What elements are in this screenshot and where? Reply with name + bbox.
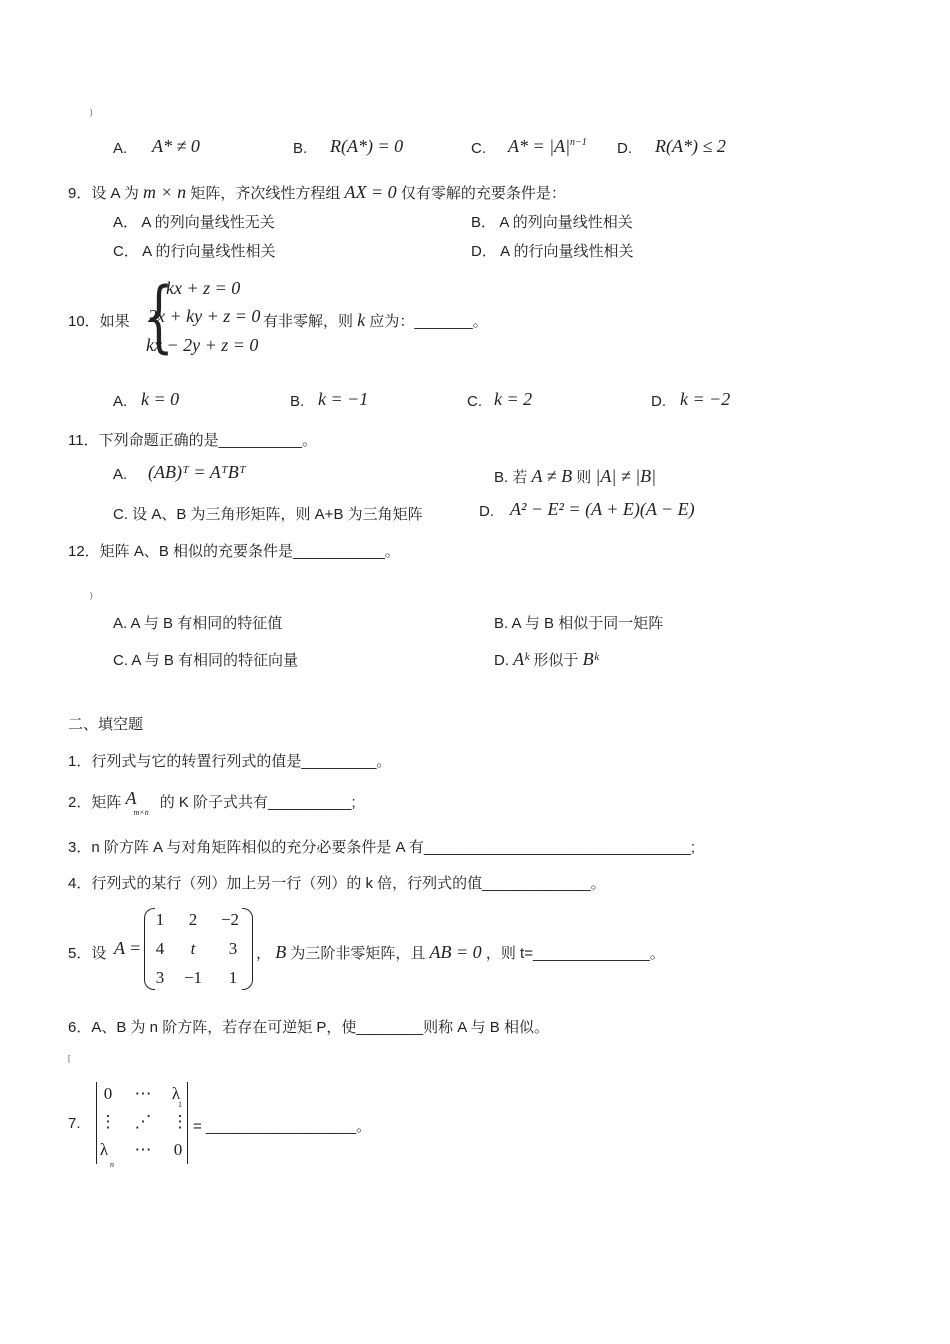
q8-option-b-label: B.: [293, 140, 308, 157]
fill-q3: 3．n 阶方阵 A 与对角矩阵相似的充分必要条件是 A 有________________________________;: [68, 839, 695, 856]
fill-q7-cell: ⋰: [134, 1112, 152, 1131]
q10-option-c: k = 2: [494, 389, 533, 409]
q9-option-d: D． A 的行向量线性相关: [471, 243, 634, 260]
fill-q5-cell: 3: [228, 939, 238, 958]
q10-eq1: kx + z = 0: [166, 278, 241, 298]
fill-q5-cell: −1: [183, 968, 203, 987]
q9-mxn: m × n: [143, 182, 187, 202]
q12-option-d-label: D.: [494, 652, 509, 669]
q12-stem: 12．矩阵 A、B 相似的充要条件是___________。: [68, 543, 400, 560]
fill-q2: [68, 788, 356, 817]
section2-title: 二、填空题: [68, 716, 144, 733]
fill-q7-cell: ⋮: [99, 1112, 117, 1131]
q10-option-c-label: C.: [467, 393, 482, 410]
fill-q6: 6．A、B 为 n 阶方阵，若存在可逆矩 P，使________则称 A 与 B 相似。: [68, 1019, 549, 1036]
fill-q5-cell: 2: [188, 910, 198, 929]
q11-option-d-label: D.: [479, 503, 494, 520]
fill-q7-cell: λ: [171, 1084, 181, 1103]
q11-option-b-label: B. 若: [494, 469, 528, 486]
q10-option-b-label: B.: [290, 393, 305, 410]
q9-tail: 仅有零解的充要条件是：: [400, 185, 566, 202]
q9-num: 9．设 A 为: [68, 185, 139, 202]
q8-option-d: R(A*) ≤ 2: [655, 136, 726, 156]
q11-option-b-result: |A| ≠ |B|: [595, 466, 657, 486]
fill-q7-cell: 0: [103, 1084, 113, 1103]
q9-mid: 矩阵，齐次线性方程组: [190, 185, 341, 202]
q8-option-c-exp: n−1: [570, 137, 587, 148]
q10-option-d-label: D.: [651, 393, 666, 410]
fill-q5-cell: 1: [228, 968, 238, 987]
fill-q4: 4．行列式的某行（列）加上另一行（列）的 k 倍，行列式的值_____________。: [68, 875, 606, 892]
stray-mark-3: [: [68, 1054, 71, 1063]
q10-option-d: k = −2: [680, 389, 731, 409]
q9-option-a: A． A 的列向量线性无关: [113, 214, 275, 231]
q10-mid: 有非零解，则: [263, 313, 354, 330]
fill-q5-A: A =: [114, 938, 142, 958]
fill-q5-mid: 为三阶非零矩阵，且: [290, 945, 426, 962]
fill-q2-matrix-A: A: [125, 788, 137, 808]
fill-q5-cell: 3: [155, 968, 165, 987]
q9-option-b: B． A 的列向量线性相关: [471, 214, 633, 231]
q11-option-c: C. 设 A、B 为三角形矩阵，则 A+B 为三角矩阵: [113, 506, 423, 523]
fill-q5-cell: 1: [155, 910, 165, 929]
q10-option-a: k = 0: [141, 389, 180, 409]
fill-q5-end: ，则 t=______________。: [485, 945, 665, 962]
q10-eq2: 2x + ky + z = 0: [148, 306, 261, 326]
q9-ax0: AX = 0: [344, 182, 397, 202]
fill-q5-B: B: [275, 942, 287, 962]
q8-option-a-label: A.: [113, 140, 128, 157]
q11-option-b-cond: A ≠ B: [531, 466, 573, 486]
q8-option-c: [508, 136, 587, 157]
q11-option-a: (AB)ᵀ = AᵀBᵀ: [148, 462, 246, 482]
fill-q2-post: 的 K 阶子式共有__________;: [159, 794, 356, 811]
q10-tail: [263, 310, 488, 331]
q8-option-b: R(A*) = 0: [330, 136, 404, 156]
q10-brace: {: [143, 272, 174, 362]
q9-stem: [68, 182, 566, 203]
q12-option-d: [494, 649, 599, 670]
fill-q5-AB: AB = 0: [429, 942, 482, 962]
q11-option-b: [494, 466, 656, 487]
fill-q7-sub-1: 1: [178, 1100, 182, 1109]
q10-num: 10．如果: [68, 313, 130, 330]
fill-q2-pre: 2．矩阵: [68, 794, 122, 811]
q10-end: 应为：_______。: [369, 313, 488, 330]
q12-option-d-a: Aᵏ: [513, 649, 530, 669]
q12-option-c: C. A 与 B 有相同的特征向量: [113, 652, 299, 669]
fill-q7-sub-n: n: [110, 1160, 114, 1169]
fill-q2-matrix-sub: m×n: [133, 808, 149, 817]
fill-q5-cell: 4: [155, 939, 165, 958]
stray-mark-2: ): [90, 591, 93, 600]
fill-q7-pre: 7.: [68, 1115, 81, 1132]
stray-mark-1: ): [90, 108, 93, 117]
fill-q7-cell: 0: [173, 1140, 183, 1159]
q10-option-b: k = −1: [318, 389, 369, 409]
q11-option-a-label: A.: [113, 466, 128, 483]
q8-option-c-main: A* = |A|: [508, 136, 571, 156]
q11-stem: 11．下列命题正确的是__________。: [68, 432, 317, 449]
q12-option-a: A. A 与 B 有相同的特征值: [113, 615, 283, 632]
q8-option-d-label: D.: [617, 140, 632, 157]
q8-option-c-label: C.: [471, 140, 486, 157]
q12-option-b: B. A 与 B 相似于同一矩阵: [494, 615, 664, 632]
q10-eq3: kx − 2y + z = 0: [146, 335, 259, 355]
fill-q7-cell: λ: [99, 1140, 109, 1159]
fill-q7-tail: = __________________。: [193, 1118, 372, 1135]
fill-q5-tail: [256, 942, 665, 963]
fill-q1: 1．行列式与它的转置行列式的值是_________。: [68, 753, 392, 770]
fill-q5-pre: 5．设: [68, 945, 107, 962]
q10-k: k: [357, 310, 366, 330]
fill-q5-comma: ，: [256, 945, 272, 962]
fill-q7-cell: ⋯: [134, 1084, 152, 1103]
q10-option-a-label: A.: [113, 393, 128, 410]
fill-q7-cell: ⋯: [134, 1140, 152, 1159]
q11-option-d: A² − E² = (A + E)(A − E): [510, 499, 695, 519]
q8-option-a: A* ≠ 0: [152, 136, 200, 156]
q12-option-d-b: Bᵏ: [582, 649, 599, 669]
q12-option-d-mid: 形似于: [533, 652, 579, 669]
fill-q5-cell: −2: [220, 910, 240, 929]
fill-q5-cell: t: [190, 939, 196, 958]
q9-option-c: C． A 的行向量线性相关: [113, 243, 276, 260]
fill-q7-cell: ⋮: [171, 1112, 189, 1131]
q11-option-b-then: 则: [576, 469, 592, 486]
